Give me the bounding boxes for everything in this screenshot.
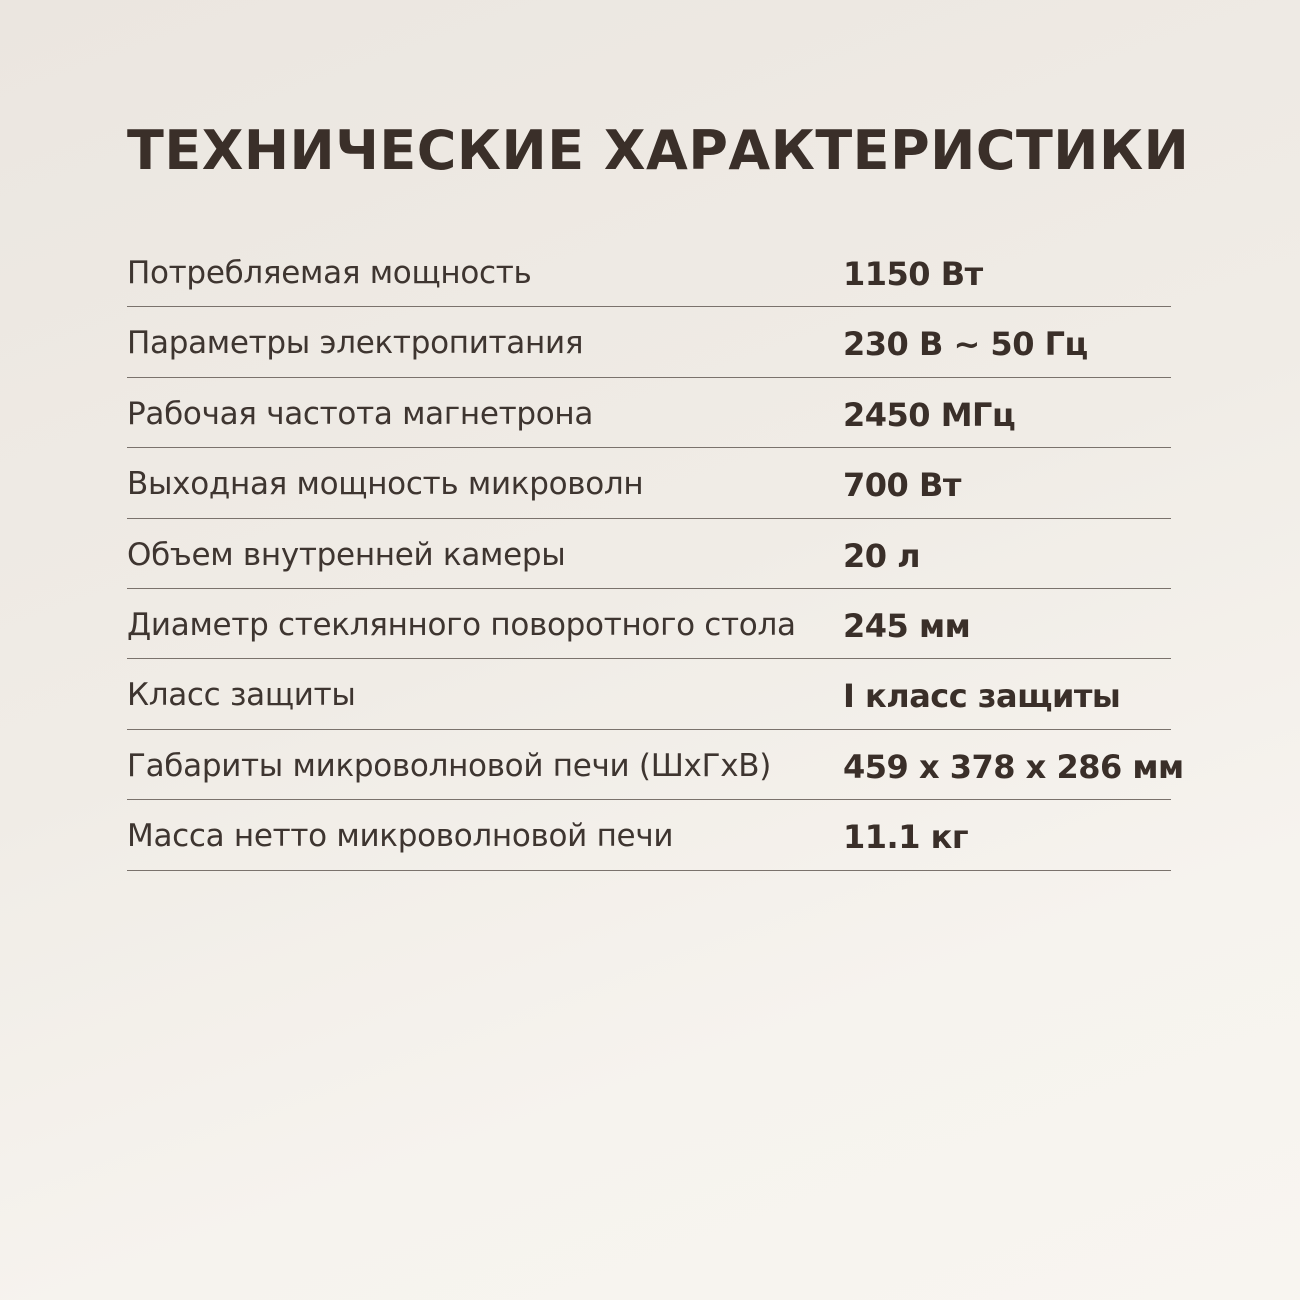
spec-value: 20 л — [843, 536, 921, 575]
spec-value: 230 В ~ 50 Гц — [843, 325, 1088, 364]
spec-label: Объем внутренней камеры — [127, 536, 566, 573]
spec-label: Масса нетто микроволновой печи — [127, 818, 674, 855]
spec-row — [127, 519, 1171, 589]
spec-row — [127, 448, 1171, 518]
spec-label: Выходная мощность микроволн — [127, 466, 644, 503]
spec-value: 459 x 378 x 286 мм — [843, 747, 1184, 786]
spec-value: 700 Вт — [843, 466, 961, 505]
spec-row — [127, 589, 1171, 659]
spec-value: 11.1 кг — [843, 818, 969, 857]
spec-table — [127, 237, 1184, 871]
spec-value: 1150 Вт — [843, 255, 983, 293]
spec-row — [127, 730, 1184, 800]
spec-label: Класс защиты — [127, 677, 356, 714]
spec-label: Потребляемая мощность — [127, 255, 532, 291]
spec-row — [127, 237, 1171, 307]
spec-label: Диаметр стеклянного поворотного стола — [127, 606, 796, 643]
spec-value: 245 мм — [843, 606, 971, 645]
spec-row — [127, 659, 1171, 729]
spec-label: Габариты микроволновой печи (ШхГхВ) — [127, 747, 772, 784]
spec-label: Рабочая частота магнетрона — [127, 395, 594, 432]
spec-value: 2450 МГц — [843, 395, 1016, 434]
spec-row — [127, 307, 1171, 377]
spec-value: I класс защиты — [843, 677, 1121, 716]
spec-row — [127, 800, 1171, 870]
page-title: ТЕХНИЧЕСКИЕ ХАРАКТЕРИСТИКИ — [127, 119, 1190, 182]
spec-label: Параметры электропитания — [127, 325, 584, 362]
spec-row — [127, 378, 1171, 448]
